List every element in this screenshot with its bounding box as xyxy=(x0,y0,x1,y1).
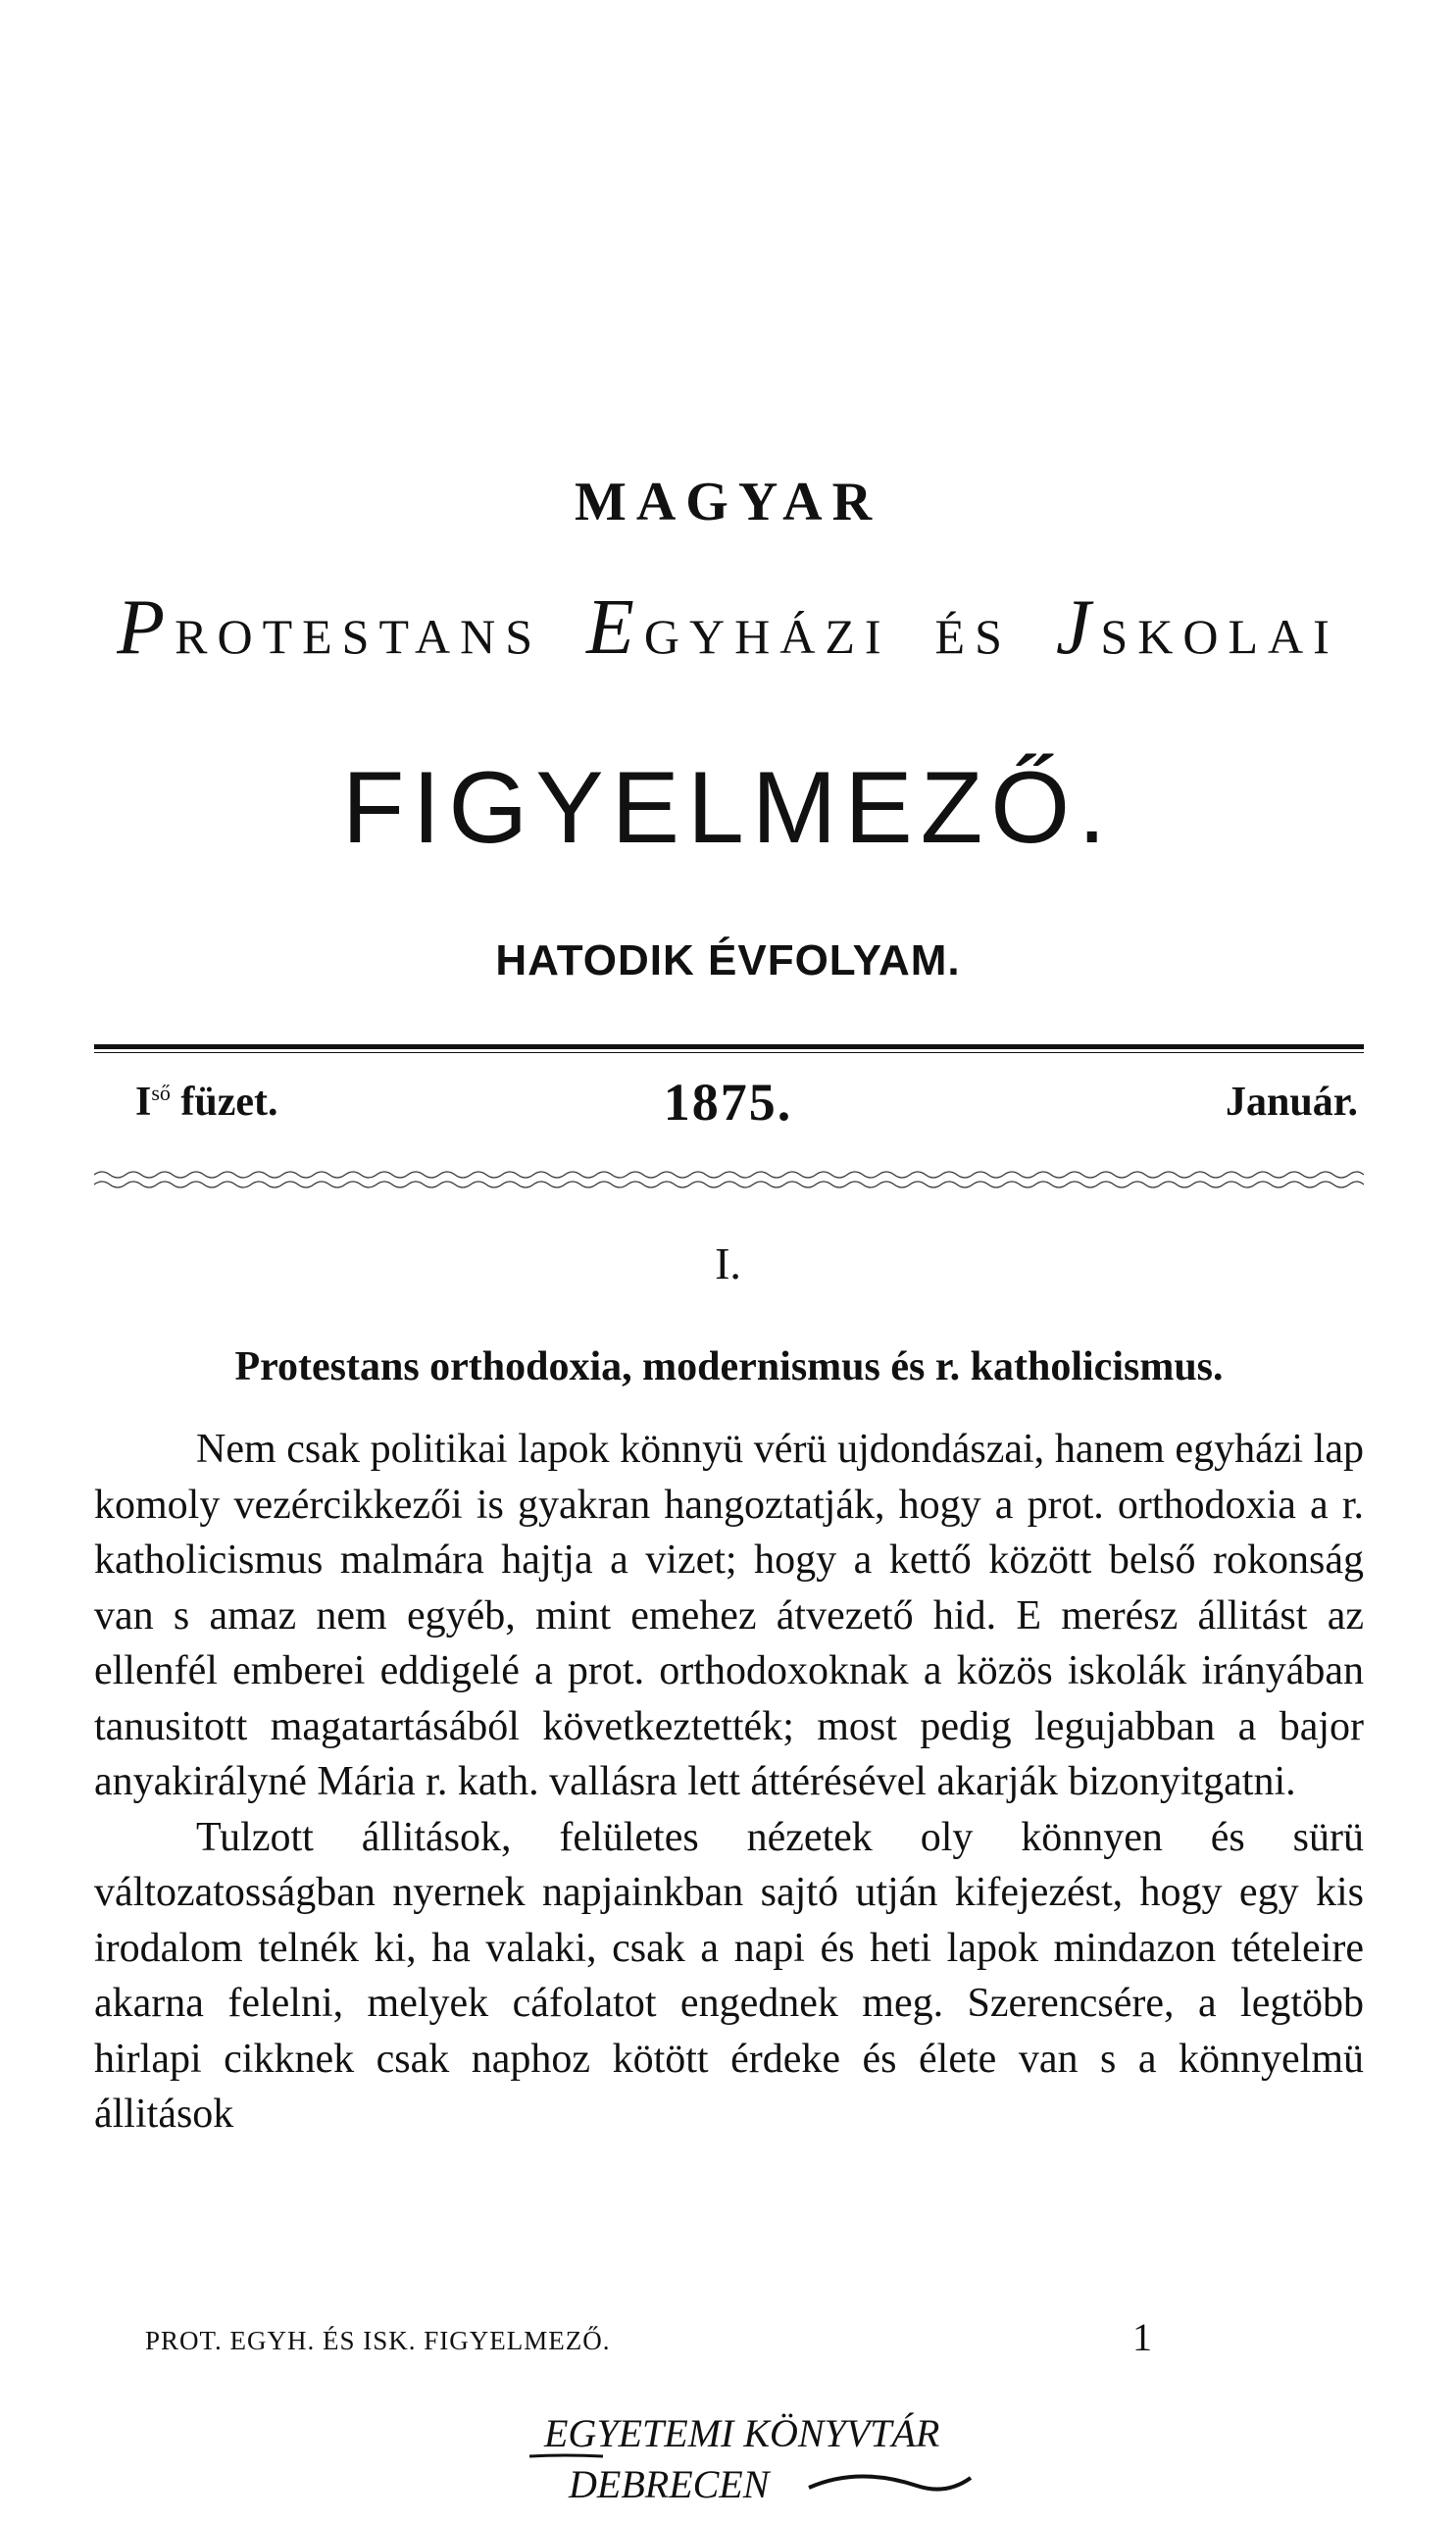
subtitle-word-iskolai: SKOLAI xyxy=(1100,609,1339,664)
library-stamp xyxy=(525,2397,985,2515)
article-body xyxy=(94,1422,1364,2143)
masthead-divider-thin xyxy=(94,1052,1364,1053)
stamp-line-1: EGYETEMI KÖNYVTÁR xyxy=(544,2411,940,2455)
journal-title: FIGYELMEZŐ. xyxy=(341,751,1115,865)
subtitle-initial-j: J xyxy=(1055,584,1101,671)
stamp-line-2: DEBRECEN xyxy=(569,2462,770,2506)
paragraph-2: Tulzott állitások, felületes nézetek oly könnyen és sürü változatosságban nyernek napjainkban sajtó utján kifejezést, hogy egy kis irodalom telnék ki, ha valaki, csak a napi és heti lapok mindazon tételeire akarna felelni, melyek cáfolatot engednek meg. Szerencsére, a legtöbb hirlapi cikknek csak naphoz kötött érdeke és élete van s a könnyelmü állitások xyxy=(94,1814,1364,2137)
subtitle-initial-e: E xyxy=(586,584,644,671)
volume-label: HATODIK ÉVFOLYAM. xyxy=(495,936,961,984)
subtitle-word-egyhazi: GYHÁZI xyxy=(643,609,891,664)
issue-month: Január. xyxy=(1225,1080,1358,1125)
masthead-subtitle xyxy=(0,583,1456,673)
masthead-divider xyxy=(94,1044,1364,1049)
issue-number-suffix: ső xyxy=(151,1081,171,1105)
subtitle-initial-p: P xyxy=(117,584,176,671)
ornamental-rule xyxy=(94,1167,1364,1192)
paragraph-1: Nem csak politikai lapok könnyü vérü ujdondászai, hanem egyházi lap komoly vezércikkezői is gyakran hangoztatják, hogy a prot. orthodoxia a r. katholicismus malmára hajtja a vizet; hogy a kettő között belső rokonság van s amaz nem egyéb, mint emehez átvezető hid. E merész állitást az ellenfél emberei eddigelé a prot. orthodoxoknak a közös iskolák irányában tanusitott magatartásából következtették; most pedig legujabban a bajor anyakirályné Mária r. kath. vallásra lett áttérésével akarják bizonyitgatni. xyxy=(94,1427,1364,1804)
masthead-magyar: MAGYAR xyxy=(574,472,882,532)
issue-year: 1875. xyxy=(663,1073,793,1132)
subtitle-conjunction: ÉS xyxy=(934,609,1012,664)
issue-number-value: I xyxy=(135,1080,152,1125)
issue-label: füzet. xyxy=(180,1080,278,1125)
page-number: 1 xyxy=(1132,2315,1152,2359)
article-title: Protestans orthodoxia, modernismus és r. katholicismus. xyxy=(234,1344,1224,1389)
running-title: PROT. EGYH. ÉS ISK. FIGYELMEZŐ. xyxy=(145,2326,611,2355)
subtitle-word-protestans: ROTESTANS xyxy=(175,609,543,664)
article-numeral: I. xyxy=(715,1238,741,1288)
